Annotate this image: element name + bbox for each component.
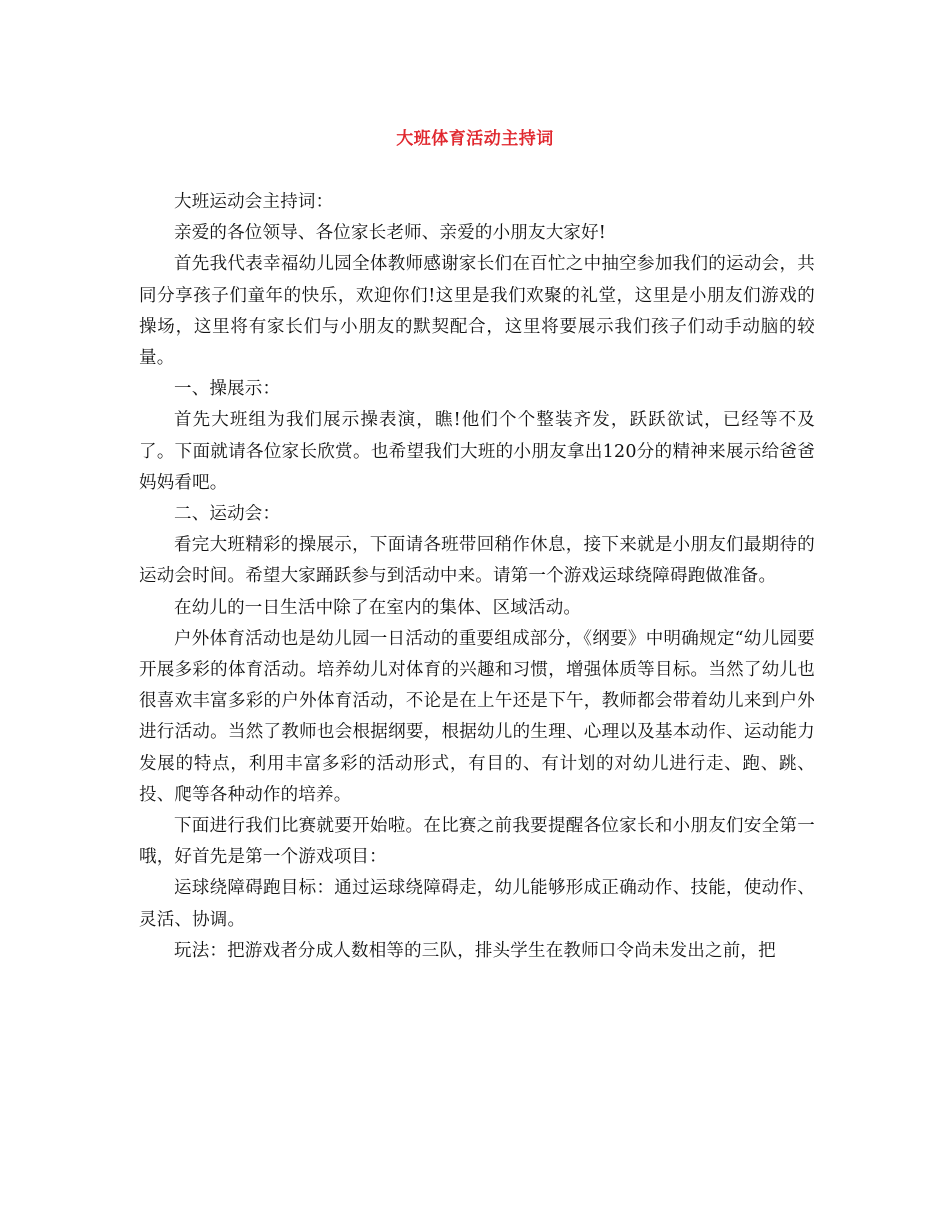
paragraph-greeting: 亲爱的各位领导、各位家长老师、亲爱的小朋友大家好! bbox=[174, 223, 607, 244]
paragraph-outdoor-activities: 户外体育活动也是幼儿园一日活动的重要组成部分，《纲要》中明确规定“幼儿园要开展多彩的体育活动。培养幼儿对体育的兴趣和习惯，增强体质等目标。当然了幼儿也很喜欢丰富多彩的户外体育活动，不论是在上午还是下午，教师都会带着幼儿来到户外进行活动。当然了教师也会根据纲要，根据幼儿的生理、心理以及基本动作、运动能力发展的特点，利用丰富多彩的活动形式，有目的、有计划的对幼儿进行走、跑、跳、投、爬等各种动作的培养。 bbox=[139, 628, 815, 805]
paragraph-game-goal: 运球绕障碍跑目标：通过运球绕障碍走，幼儿能够形成正确动作、技能，使动作、灵活、协调。 bbox=[139, 878, 815, 930]
paragraph-safety-reminder: 下面进行我们比赛就要开始啦。在比赛之前我要提醒各位家长和小朋友们安全第一哦，好首先是第一个游戏项目： bbox=[139, 816, 815, 868]
document-title: 大班体育活动主持词 bbox=[396, 129, 554, 149]
paragraph-welcome: 首先我代表幸福幼儿园全体教师感谢家长们在百忙之中抽空参加我们的运动会，共同分享孩子们童年的快乐，欢迎你们!这里是我们欢聚的礼堂，这里是小朋友们游戏的操场，这里将有家长们与小朋友的默契配合，这里将要展示我们孩子们动手动脑的较量。 bbox=[139, 254, 815, 369]
paragraph-game-rules: 玩法：把游戏者分成人数相等的三队，排头学生在教师口令尚未发出之前，把 bbox=[174, 940, 776, 961]
paragraph-host-intro-label: 大班运动会主持词： bbox=[174, 192, 334, 212]
document-body bbox=[139, 187, 815, 967]
section-heading-sports-meet: 二、运动会： bbox=[174, 504, 281, 525]
section-heading-exercise-show: 一、操展示： bbox=[174, 379, 281, 400]
paragraph-daily-life: 在幼儿的一日生活中除了在室内的集体、区域活动。 bbox=[174, 597, 582, 618]
paragraph-exercise-show: 首先大班组为我们展示操表演，瞧!他们个个整装齐发，跃跃欲试，已经等不及了。下面就请各位家长欣赏。也希望我们大班的小朋友拿出120分的精神来展示给爸爸妈妈看吧。 bbox=[139, 410, 815, 493]
paragraph-sports-meet: 看完大班精彩的操展示，下面请各班带回稍作休息，接下来就是小朋友们最期待的运动会时间。希望大家踊跃参与到活动中来。请第一个游戏运球绕障碍跑做准备。 bbox=[139, 535, 815, 587]
